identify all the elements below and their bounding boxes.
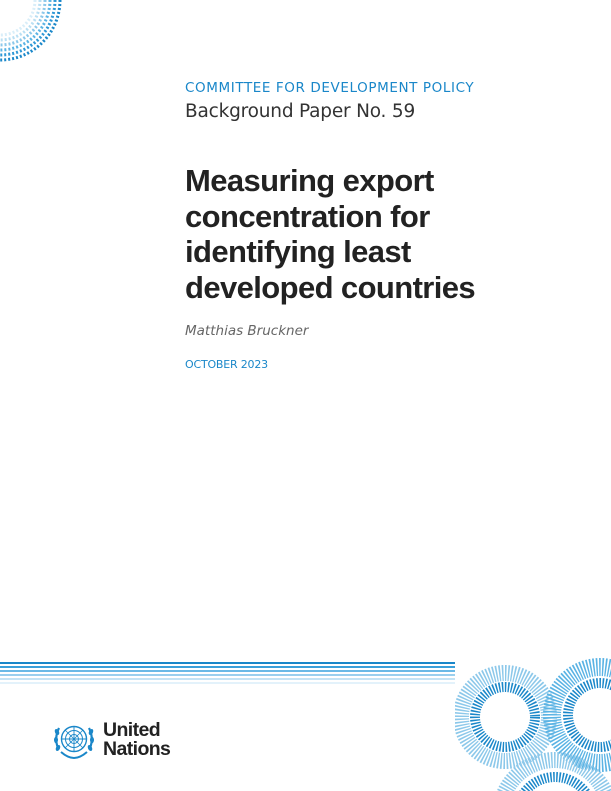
un-wordmark-line1: United	[103, 719, 161, 741]
committee-name: COMMITTEE FOR DEVELOPMENT POLICY	[185, 80, 475, 96]
paper-number: Background Paper No. 59	[185, 101, 416, 122]
top-corner-circles-decoration	[0, 0, 75, 75]
bottom-circles-decoration	[455, 655, 611, 791]
un-wordmark	[103, 721, 170, 759]
title-line: concentration for	[185, 198, 430, 234]
un-emblem-icon	[52, 718, 96, 762]
un-logo	[52, 718, 170, 762]
un-wordmark-line2: Nations	[103, 738, 171, 760]
title-line: developed countries	[185, 269, 476, 305]
title-line: identifying least	[185, 234, 411, 269]
publication-date: OCTOBER 2023	[185, 358, 268, 371]
title-line: Measuring export	[185, 163, 434, 198]
document-title	[185, 163, 585, 305]
author-name: Matthias Bruckner	[185, 323, 309, 339]
